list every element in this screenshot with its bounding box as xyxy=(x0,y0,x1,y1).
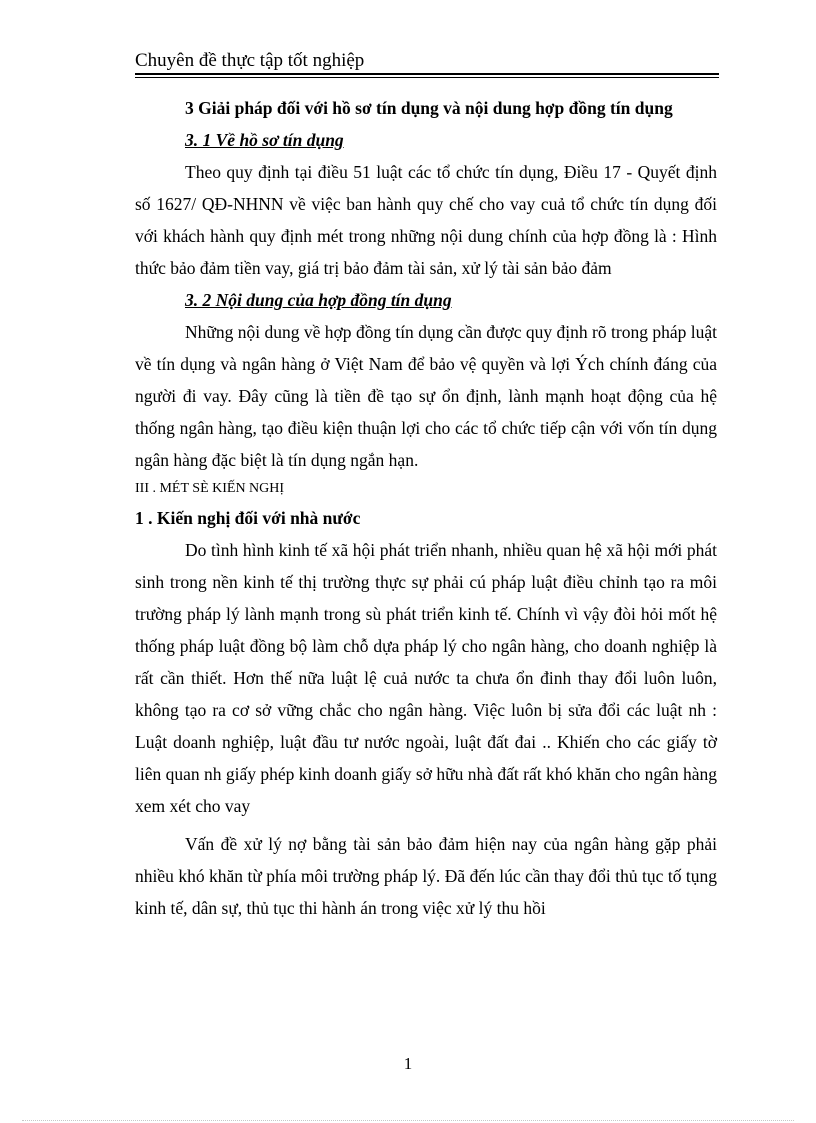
page-body xyxy=(135,92,717,924)
page-number: 1 xyxy=(403,1054,413,1073)
header-title: Chuyên đề thực tập tốt nghiệp xyxy=(135,50,365,71)
footer-dotted-line xyxy=(22,1120,794,1121)
section-iii-1-para-1: Do tình hình kinh tế xã hội phát triển nhanh, nhiều quan hệ xã hội mới phát sinh trong nền kinh tế thị trường thực sự phải cú pháp luật điều chỉnh tạo ra môi trường pháp lý lành mạnh trong sù phát triển kinh tế. Chính vì vậy đòi hỏi mốt hệ thống pháp luật đồng bộ làm chỗ dựa pháp lý cho ngân hàng, cho doanh nghiệp là rất cần thiết. Hơn thế nữa luật lệ cuả nước ta chưa ổn đinh thay đổi luôn luôn, không tạo ra cơ sở vững chắc cho ngân hàng. Việc luôn bị sửa đổi các luật nh : Luật doanh nghiệp, luật đầu tư nước ngoài, luật đất đai .. Khiến cho các giấy tờ liên quan nh giấy phép kinh doanh giấy sở hữu nhà đất rất khó khăn cho ngân hàng xem xét cho vay xyxy=(135,540,718,816)
section-3-title: 3 Giải pháp đối với hồ sơ tín dụng và nội dung hợp đồng tín dụng xyxy=(185,98,673,118)
section-3-1-title: 3. 1 Về hồ sơ tín dụng xyxy=(185,130,344,150)
section-iii-1-title: 1 . Kiến nghị đối với nhà nước xyxy=(135,508,361,528)
header-rule-thick xyxy=(135,73,719,75)
section-iii-1-para-2: Vấn đề xử lý nợ bằng tài sản bảo đảm hiện nay của ngân hàng gặp phải nhiều khó khăn từ phía môi trường pháp lý. Đã đến lúc cần thay đổi thủ tục tố tụng kinh tế, dân sự, thủ tục thi hành án trong việc xử lý thu hồi xyxy=(135,834,717,918)
section-3-2-text: Những nội dung về hợp đồng tín dụng cần được quy định rõ trong pháp luật về tín dụng và ngân hàng ở Việt Nam để bảo vệ quyền và lợi Ých chính đáng của người đi vay. Đây cũng là tiền đề tạo sự ổn định, lành mạnh hoạt động của hệ thống ngân hàng, tạo điều kiện thuận lợi cho các tổ chức tiếp cận với vốn tín dụng ngân hàng đặc biệt là tín dụng ngắn hạn. xyxy=(135,322,717,470)
section-iii-title: III . MÉT SÈ KIẾN NGHỊ xyxy=(135,481,285,496)
page-header xyxy=(135,48,719,74)
header-rule-thin xyxy=(135,77,719,78)
section-3-2-title: 3. 2 Nội dung của hợp đồng tín dụng xyxy=(185,290,452,310)
section-3-1-text: Theo quy định tại điều 51 luật các tổ chức tín dụng, Điều 17 - Quyết định số 1627/ QĐ-NHNN về việc ban hành quy chế cho vay cuả tổ chức tín dụng đối với khách hành quy định mét trong những nội dung chính của hợp đồng là : Hình thức bảo đảm tiền vay, giá trị bảo đảm tài sản, xử lý tài sản bảo đảm xyxy=(135,162,717,278)
